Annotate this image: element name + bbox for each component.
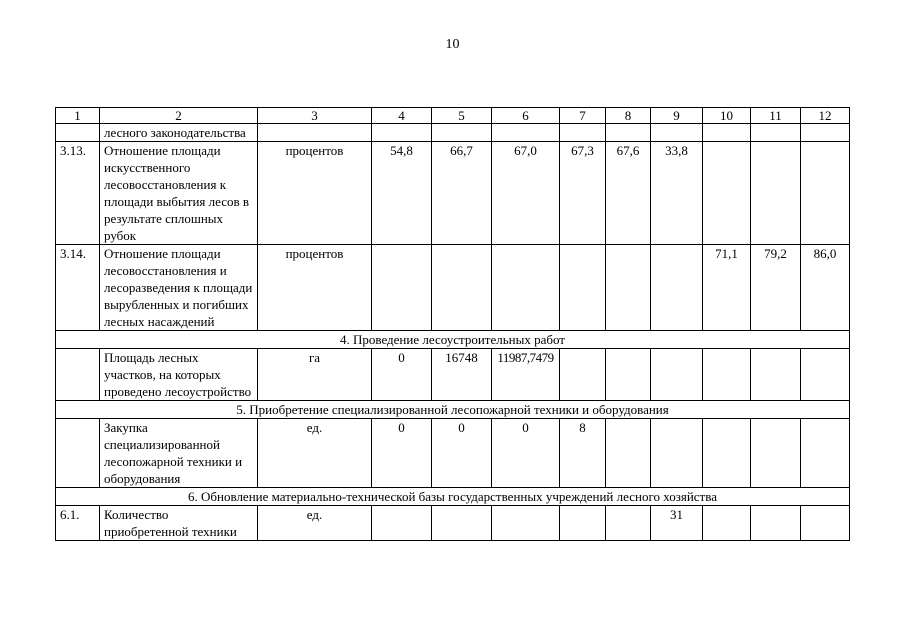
row-value <box>751 506 801 541</box>
row-value: 0 <box>432 419 492 488</box>
row-value <box>492 124 560 142</box>
row-unit <box>258 124 372 142</box>
header-cell: 8 <box>606 108 651 124</box>
row-value <box>703 142 751 245</box>
row-value <box>606 245 651 331</box>
row-number: 3.14. <box>56 245 100 331</box>
header-cell: 1 <box>56 108 100 124</box>
row-number <box>56 419 100 488</box>
table-row <box>56 142 850 245</box>
row-value <box>801 506 850 541</box>
row-value <box>606 124 651 142</box>
table-row <box>56 124 850 142</box>
row-value: 33,8 <box>651 142 703 245</box>
row-value <box>492 245 560 331</box>
row-value <box>801 349 850 401</box>
row-unit: га <box>258 349 372 401</box>
row-value <box>560 245 606 331</box>
row-value <box>560 124 606 142</box>
row-value <box>751 142 801 245</box>
header-row <box>56 108 850 124</box>
row-indicator: лесного законодательства <box>100 124 258 142</box>
row-indicator: Закупка специализированной лесопожарной техники и оборудования <box>100 419 258 488</box>
row-number: 6.1. <box>56 506 100 541</box>
header-cell: 6 <box>492 108 560 124</box>
section-row <box>56 488 850 506</box>
header-cell: 10 <box>703 108 751 124</box>
header-cell: 4 <box>372 108 432 124</box>
section-row <box>56 331 850 349</box>
row-indicator: Отношение площади искусственного лесовосстановления к площади выбытия лесов в результате сплошных рубок <box>100 142 258 245</box>
row-value <box>432 245 492 331</box>
section-title: 4. Проведение лесоустроительных работ <box>56 331 850 349</box>
row-value: 86,0 <box>801 245 850 331</box>
row-value <box>560 349 606 401</box>
row-value <box>703 506 751 541</box>
section-title: 5. Приобретение специализированной лесопожарной техники и оборудования <box>56 401 850 419</box>
section-row <box>56 401 850 419</box>
header-cell: 12 <box>801 108 850 124</box>
row-indicator: Отношение площади лесовосстановления и лесоразведения к площади вырубленных и погибших лесных насаждений <box>100 245 258 331</box>
row-value <box>751 349 801 401</box>
row-number <box>56 124 100 142</box>
row-number: 3.13. <box>56 142 100 245</box>
row-value <box>703 419 751 488</box>
row-value: 79,2 <box>751 245 801 331</box>
row-value: 16748 <box>432 349 492 401</box>
row-value: 67,0 <box>492 142 560 245</box>
row-value <box>560 506 606 541</box>
row-value <box>801 419 850 488</box>
row-value: 67,3 <box>560 142 606 245</box>
header-cell: 5 <box>432 108 492 124</box>
table-row <box>56 506 850 541</box>
row-value <box>751 124 801 142</box>
row-value <box>703 124 751 142</box>
section-title: 6. Обновление материально-технической базы государственных учреждений лесного хозяйства <box>56 488 850 506</box>
row-value <box>651 245 703 331</box>
row-value: 0 <box>372 349 432 401</box>
row-value: 54,8 <box>372 142 432 245</box>
table-row <box>56 419 850 488</box>
indicators-table <box>55 107 850 541</box>
table-row <box>56 245 850 331</box>
row-value: 0 <box>372 419 432 488</box>
row-value <box>606 349 651 401</box>
row-value <box>372 506 432 541</box>
header-cell: 2 <box>100 108 258 124</box>
row-value <box>372 124 432 142</box>
row-unit: ед. <box>258 419 372 488</box>
row-value: 66,7 <box>432 142 492 245</box>
row-unit: процентов <box>258 245 372 331</box>
row-unit: процентов <box>258 142 372 245</box>
row-unit: ед. <box>258 506 372 541</box>
header-cell: 3 <box>258 108 372 124</box>
page-number: 10 <box>445 37 460 52</box>
row-value: 71,1 <box>703 245 751 331</box>
row-value <box>703 349 751 401</box>
header-cell: 7 <box>560 108 606 124</box>
row-value: 8 <box>560 419 606 488</box>
row-value <box>651 349 703 401</box>
row-value <box>432 506 492 541</box>
header-cell: 11 <box>751 108 801 124</box>
row-value <box>372 245 432 331</box>
row-value: 31 <box>651 506 703 541</box>
row-value <box>651 419 703 488</box>
row-value <box>801 142 850 245</box>
row-indicator: Количество приобретенной техники <box>100 506 258 541</box>
row-number <box>56 349 100 401</box>
row-value: 0 <box>492 419 560 488</box>
row-value <box>651 124 703 142</box>
row-indicator: Площадь лесных участков, на которых проведено лесоустройство <box>100 349 258 401</box>
table-row <box>56 349 850 401</box>
row-value <box>751 419 801 488</box>
row-value <box>606 419 651 488</box>
row-value <box>606 506 651 541</box>
row-value <box>492 506 560 541</box>
row-value: 67,6 <box>606 142 651 245</box>
row-value <box>801 124 850 142</box>
row-value <box>432 124 492 142</box>
header-cell: 9 <box>651 108 703 124</box>
row-value: 11987,7479 <box>492 349 560 401</box>
